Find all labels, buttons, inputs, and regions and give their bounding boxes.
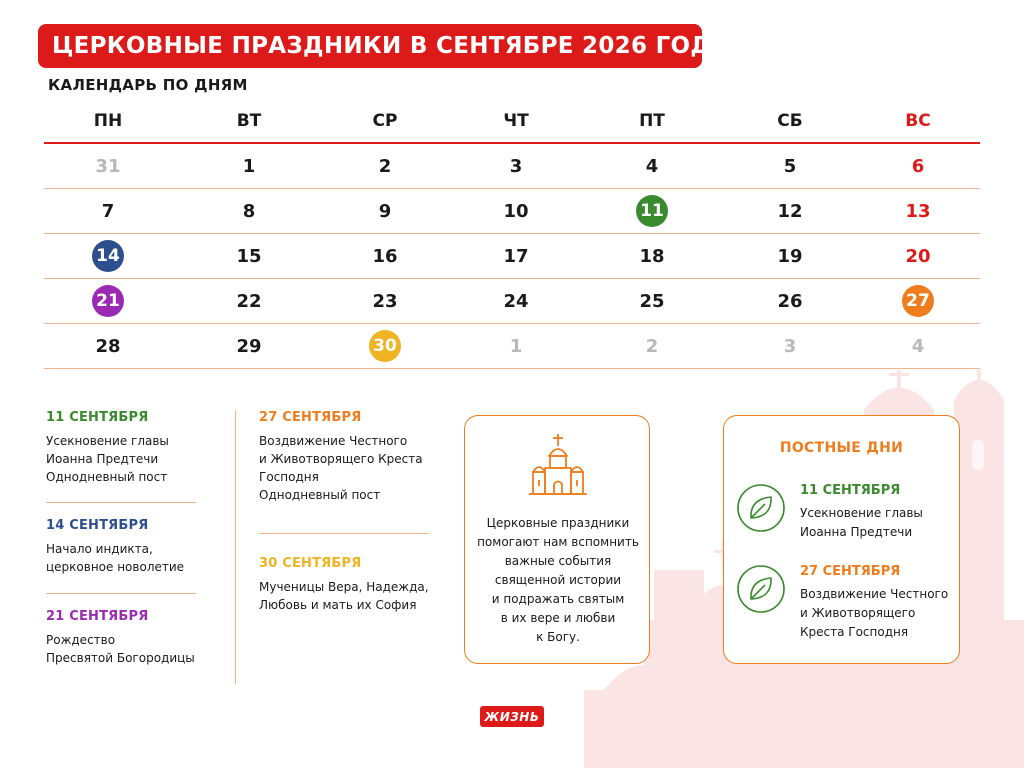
brand-logo: ЖИЗНЬ (480, 706, 544, 727)
fasting-line: Воздвижение Честного (800, 587, 949, 601)
info-line: к Богу. (536, 630, 580, 644)
event-date: 27 СЕНТЯБРЯ (259, 410, 362, 425)
calendar-day (863, 279, 973, 323)
event-line: Воздвижение Честного (259, 434, 408, 448)
weekday-label: ПТ (639, 111, 665, 131)
info-line: помогают нам вспомнить (477, 535, 639, 549)
calendar-day: 19 (777, 245, 803, 267)
column-divider (235, 410, 236, 684)
leaf-icon (736, 564, 786, 614)
event-date: 30 СЕНТЯБРЯ (259, 556, 362, 571)
calendar-day: 2 (378, 155, 392, 177)
calendar-weekday-header (44, 100, 980, 144)
calendar-day: 10 (503, 200, 529, 222)
calendar-day: 24 (503, 290, 529, 312)
calendar-day: 7 (101, 200, 115, 222)
weekday-label: ВС (905, 111, 931, 131)
calendar-grid (44, 100, 980, 369)
calendar-day: 25 (639, 290, 665, 312)
weekday-label: ЧТ (503, 111, 529, 131)
info-text (473, 514, 643, 647)
event-item (259, 410, 434, 504)
event-item (259, 556, 434, 614)
divider (46, 502, 196, 503)
calendar-day: 31 (95, 155, 121, 177)
calendar-week-row (44, 189, 980, 234)
calendar-day: 23 (372, 290, 398, 312)
info-line: священной истории (494, 573, 622, 587)
fasting-item-text (800, 564, 970, 642)
info-line: важные события (504, 554, 612, 568)
event-text (259, 432, 434, 504)
event-text (46, 432, 196, 486)
divider (46, 593, 196, 594)
event-line: Однодневный пост (259, 488, 381, 502)
calendar-day (330, 324, 440, 368)
info-line: в их вере и любви (500, 611, 616, 625)
calendar-day: 16 (372, 245, 398, 267)
event-text (46, 631, 196, 667)
calendar-day (53, 234, 163, 278)
calendar-day: 5 (783, 155, 797, 177)
fasting-desc (800, 585, 970, 642)
weekday-label: СБ (777, 111, 803, 131)
event-date: 21 СЕНТЯБРЯ (46, 609, 149, 624)
weekday-label: ПН (93, 111, 123, 131)
fasting-item-text (800, 483, 970, 542)
event-text (46, 540, 196, 576)
calendar-week-row (44, 144, 980, 189)
calendar-day: 18 (639, 245, 665, 267)
highlighted-day-circle: 14 (92, 240, 124, 272)
event-line: Господня (259, 470, 319, 484)
calendar-day (597, 189, 707, 233)
calendar-day: 2 (645, 335, 659, 357)
calendar-day: 9 (378, 200, 392, 222)
event-date: 14 СЕНТЯБРЯ (46, 518, 149, 533)
highlighted-day-circle: 21 (92, 285, 124, 317)
event-line: Рождество (46, 633, 116, 647)
calendar-day: 13 (905, 200, 931, 222)
fasting-line: Креста Господня (800, 625, 909, 639)
fasting-title: ПОСТНЫЕ ДНИ (779, 440, 904, 456)
highlighted-day-circle: 11 (636, 195, 668, 227)
fasting-line: Усекновение главы (800, 506, 923, 520)
event-item (46, 518, 196, 576)
calendar-day: 17 (503, 245, 529, 267)
event-date: 11 СЕНТЯБРЯ (46, 410, 149, 425)
weekday-label: ВТ (236, 111, 262, 131)
calendar-day: 8 (242, 200, 256, 222)
event-item (46, 609, 196, 667)
event-line: Любовь и мать их София (259, 598, 417, 612)
church-icon (525, 432, 591, 498)
fasting-line: Иоанна Предтечи (800, 525, 913, 539)
calendar-day: 4 (645, 155, 659, 177)
calendar-week-row (44, 279, 980, 324)
event-line: и Животворящего Креста (259, 452, 423, 466)
page-title: ЦЕРКОВНЫЕ ПРАЗДНИКИ В СЕНТЯБРЕ 2026 ГОДА (52, 33, 730, 59)
fasting-desc (800, 504, 970, 542)
calendar-day: 3 (509, 155, 523, 177)
fasting-line: и Животворящего (800, 606, 916, 620)
info-line: и подражать святым (491, 592, 625, 606)
calendar-day: 6 (911, 155, 925, 177)
calendar-day: 28 (95, 335, 121, 357)
fasting-date: 11 СЕНТЯБРЯ (800, 483, 901, 498)
calendar-day: 3 (783, 335, 797, 357)
page-subtitle: КАЛЕНДАРЬ ПО ДНЯМ (48, 76, 248, 94)
calendar-day: 1 (242, 155, 256, 177)
event-line: Иоанна Предтечи (46, 452, 159, 466)
leaf-icon (736, 483, 786, 533)
event-line: Однодневный пост (46, 470, 168, 484)
info-line: Церковные праздники (486, 516, 630, 530)
calendar-week-row (44, 324, 980, 369)
weekday-label: СР (372, 111, 398, 131)
calendar-day: 12 (777, 200, 803, 222)
calendar-day: 26 (777, 290, 803, 312)
title-banner (38, 24, 730, 68)
calendar-day: 15 (236, 245, 262, 267)
calendar-day (53, 279, 163, 323)
fasting-days-box (723, 415, 960, 664)
calendar-day: 29 (236, 335, 262, 357)
highlighted-day-circle: 30 (369, 330, 401, 362)
fasting-date: 27 СЕНТЯБРЯ (800, 564, 901, 579)
event-line: церковное новолетие (46, 560, 185, 574)
event-line: Начало индикта, (46, 542, 153, 556)
highlighted-day-circle: 27 (902, 285, 934, 317)
event-line: Мученицы Вера, Надежда, (259, 580, 429, 594)
event-text (259, 578, 434, 614)
event-line: Усекновение главы (46, 434, 169, 448)
calendar-day: 20 (905, 245, 931, 267)
info-box (464, 415, 650, 664)
calendar-day: 4 (911, 335, 925, 357)
event-line: Пресвятой Богородицы (46, 651, 195, 665)
calendar-day: 22 (236, 290, 262, 312)
divider (259, 533, 429, 534)
event-item (46, 410, 196, 486)
calendar-day: 1 (509, 335, 523, 357)
calendar-week-row (44, 234, 980, 279)
